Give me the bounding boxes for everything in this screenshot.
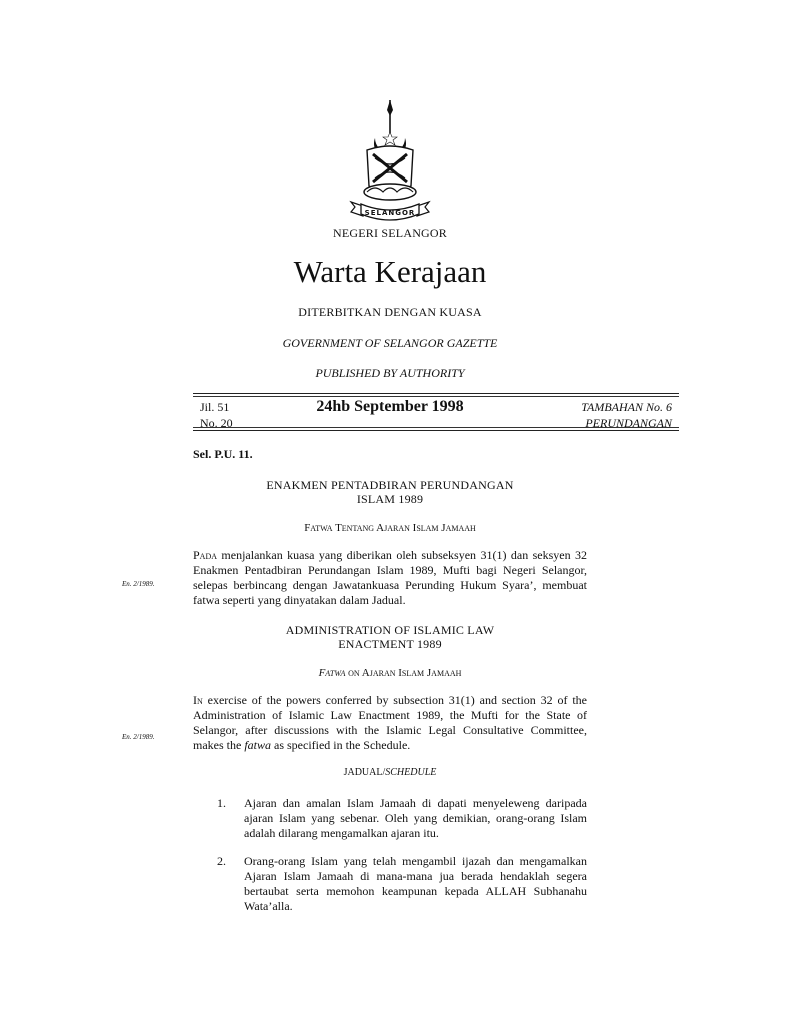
gazette-english: GOVERNMENT OF SELANGOR GAZETTE	[282, 336, 498, 350]
malay-margin-note: En. 2/1989.	[122, 580, 155, 588]
english-paragraph-lead: In	[193, 693, 203, 707]
english-enactment-line2: ENACTMENT 1989	[338, 637, 442, 651]
header-rule-bottom	[193, 430, 679, 431]
issue-category: PERUNDANGAN	[585, 416, 672, 430]
selangor-crest-icon	[345, 98, 435, 228]
malay-paragraph-body: menjalankan kuasa yang diberikan oleh subseksyen 31(1) dan seksyen 32 Enakmen Pentadbiran Perundangan Islam 1989, Mufti bagi Negeri Selangor, selepas berbincang dengan Jawatankuasa Perunding Hukum Syara’, membuat fatwa seperti yang dinyatakan dalam Jadual.	[193, 548, 587, 607]
english-fatwa-word: Fatwa	[318, 667, 346, 679]
english-margin-note: En. 2/1989.	[122, 733, 155, 741]
malay-fatwa-title: Fatwa Tentang Ajaran Islam Jamaah	[304, 522, 476, 534]
english-fatwa-title	[190, 667, 590, 679]
malay-enactment-line2: ISLAM 1989	[356, 492, 424, 506]
english-paragraph	[193, 693, 587, 753]
published-malay: DITERBITKAN DENGAN KUASA	[298, 305, 482, 319]
schedule-item-number: 1.	[217, 796, 226, 810]
english-enactment-title	[190, 623, 590, 651]
issue-date: 24hb September 1998	[316, 398, 464, 415]
header-rule-top	[193, 393, 679, 394]
gazette-title: Warta Kerajaan	[293, 254, 487, 289]
english-paragraph-body2: as specified in the Schedule.	[271, 738, 411, 752]
schedule-item-text: Orang-orang Islam yang telah mengambil ijazah dan mengamalkan Ajaran Islam Jamaah di mana-mana jua berada hendaklah segera bertaubat serta memohon keampunan kepada ALLAH Subhanahu Wata’alla.	[244, 854, 587, 913]
schedule-heading-malay: JADUAL/	[343, 767, 386, 778]
english-fatwa-rest: on Ajaran Islam Jamaah	[345, 667, 462, 679]
malay-enactment-title	[190, 478, 590, 506]
schedule-item-number: 2.	[217, 854, 226, 868]
malay-paragraph	[193, 548, 587, 608]
malay-enactment-line1: ENAKMEN PENTADBIRAN PERUNDANGAN	[266, 478, 514, 492]
emblem-banner-text: SELANGOR	[364, 209, 416, 217]
issue-volume: Jil. 51	[200, 400, 230, 414]
issue-number: No. 20	[200, 416, 233, 430]
schedule-heading	[190, 767, 590, 778]
state-name: NEGERI SELANGOR	[333, 226, 447, 240]
header-rule-bottom-inner	[193, 427, 679, 428]
malay-paragraph-lead: Pada	[193, 548, 218, 562]
english-enactment-line1: ADMINISTRATION OF ISLAMIC LAW	[285, 623, 495, 637]
english-paragraph-fatwa: fatwa	[244, 738, 271, 752]
notice-reference: Sel. P.U. 11.	[193, 447, 253, 461]
published-english: PUBLISHED BY AUTHORITY	[315, 366, 465, 380]
header-rule-top-inner	[193, 396, 679, 397]
issue-supplement: TAMBAHAN No. 6	[581, 400, 672, 414]
schedule-item-text: Ajaran dan amalan Islam Jamaah di dapati menyeleweng daripada ajaran Islam yang sebenar. Oleh yang demikian, orang-orang Islam adalah dilarang mengamalkan ajaran itu.	[244, 796, 587, 840]
schedule-heading-english: SCHEDULE	[385, 767, 437, 778]
english-paragraph-body1: exercise of the powers conferred by subsection 31(1) and section 32 of the Administration of Islamic Law Enactment 1989, the Mufti for the State of Selangor, after discussions with the Islamic Legal Consultative Committee, makes the	[193, 693, 587, 752]
